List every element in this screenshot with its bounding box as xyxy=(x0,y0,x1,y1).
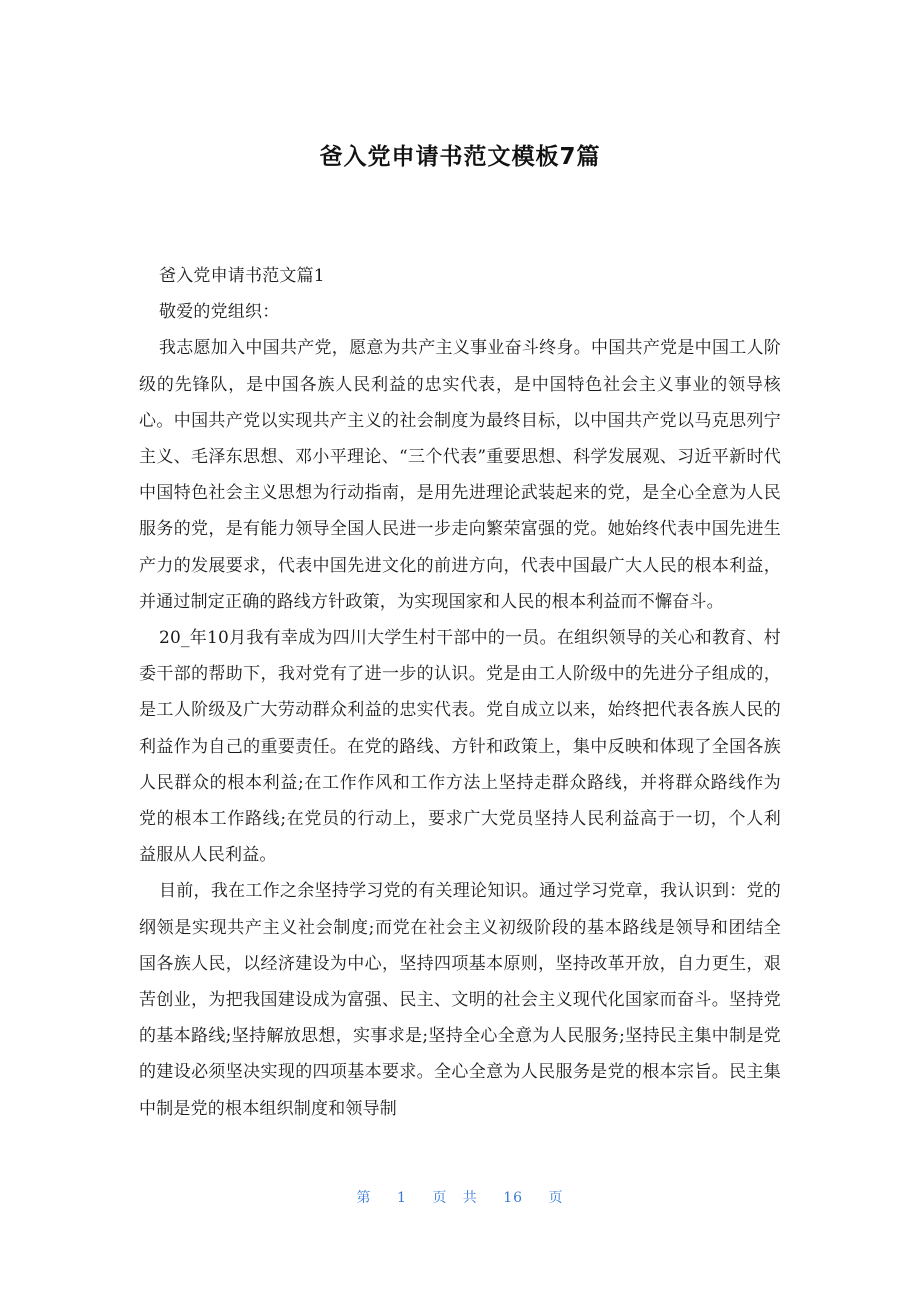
footer-label-page: 第 xyxy=(356,1190,372,1206)
footer-total-pages: 16 xyxy=(503,1190,524,1206)
body-paragraph-1: 我志愿加入中国共产党，愿意为共产主义事业奋斗终身。中国共产党是中国工人阶级的先锋队，是中国各族人民利益的忠实代表，是中国特色社会主义事业的领导核心。中国共产党以实现共产主义的社会制度为最终目标，以中国共产党以马克思列宁主义、毛泽东思想、邓小平理论、“三个代表”重要思想、科学发展观、习近平新时代中国特色社会主义思想为行动指南，是用先进理论武装起来的党，是全心全意为人民服务的党，是有能力领导全国人民进一步走向繁荣富强的党。她始终代表中国先进生产力的发展要求，代表中国先进文化的前进方向，代表中国最广大人民的根本利益，并通过制定正确的路线方针政策，为实现国家和人民的根本利益而不懈奋斗。 xyxy=(139,338,781,612)
body-paragraph-2: 20_年10月我有幸成为四川大学生村干部中的一员。在组织领导的关心和教育、村委干部的帮助下，我对党有了进一步的认识。党是由工人阶级中的先进分子组成的，是工人阶级及广大劳动群众利益的忠实代表。党自成立以来，始终把代表各族人民的利益作为自己的重要责任。在党的路线、方针和政策上，集中反映和体现了全国各族人民群众的根本利益;在工作作风和工作方法上坚持走群众路线，并将群众路线作为党的根本工作路线;在党员的行动上，要求广大党员坚持人民利益高于一切，个人利益服从人民利益。 xyxy=(139,628,781,866)
footer-label-pages: 页 xyxy=(548,1190,564,1206)
salutation: 敬爱的党组织： xyxy=(159,302,280,323)
document-title: 爸入党申请书范文模板7篇 xyxy=(319,144,601,170)
document-body xyxy=(139,258,781,1127)
section-heading: 爸入党申请书范文篇1 xyxy=(159,266,325,286)
footer-current-page: 1 xyxy=(396,1190,407,1206)
body-paragraph-3: 目前，我在工作之余坚持学习党的有关理论知识。通过学习党章，我认识到：党的纲领是实现共产主义社会制度;而党在社会主义初级阶段的基本路线是领导和团结全国各族人民，以经济建设为中心，坚持四项基本原则，坚持改革开放，自力更生，艰苦创业，为把我国建设成为富强、民主、文明的社会主义现代化国家而奋斗。坚持党的基本路线;坚持解放思想，实事求是;坚持全心全意为人民服务;坚持民主集中制是党的建设必须坚决实现的四项基本要求。全心全意为人民服务是党的根本宗旨。民主集中制是党的根本组织制度和领导制 xyxy=(139,881,781,1119)
page-footer xyxy=(0,1187,920,1207)
footer-label-of: 页 共 xyxy=(432,1190,478,1206)
